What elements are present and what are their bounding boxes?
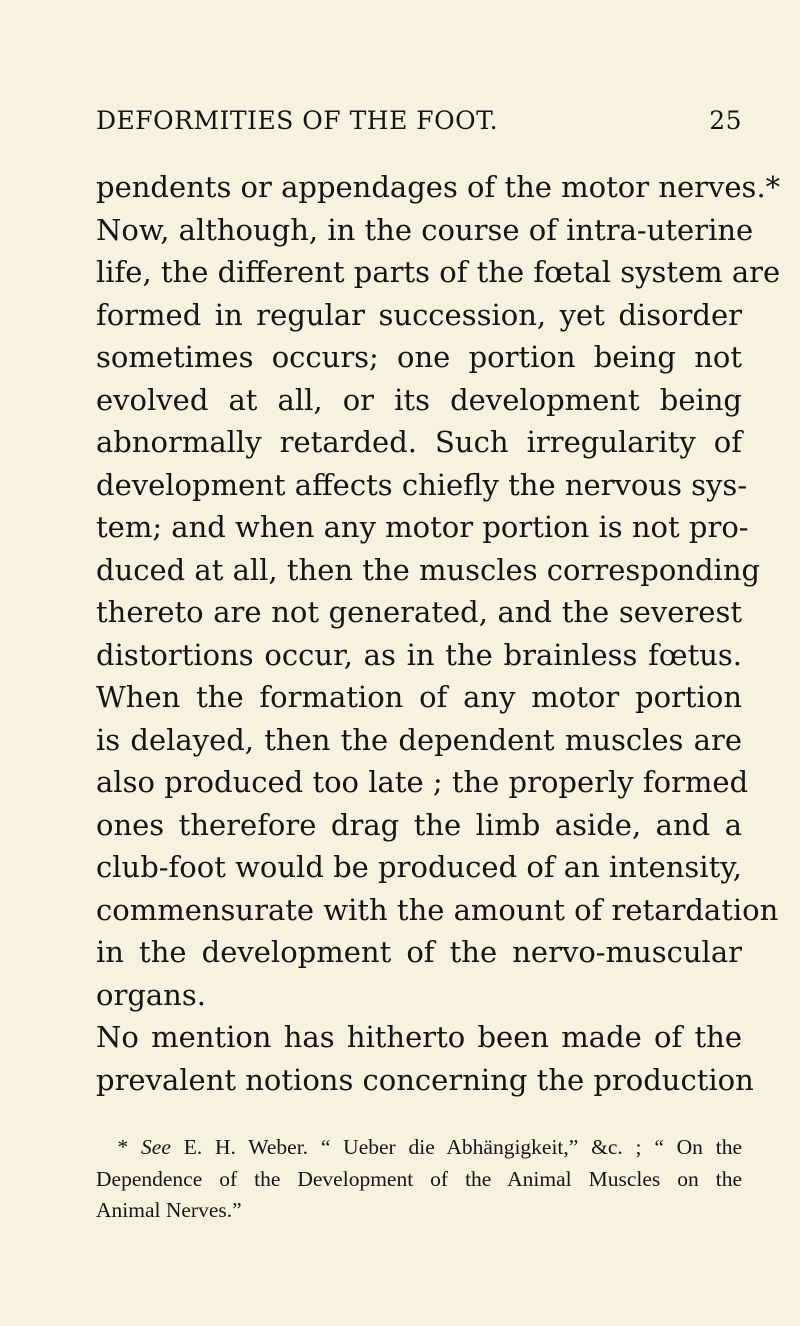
- footnote-line: [96, 1132, 742, 1164]
- footnote-see: See: [141, 1135, 171, 1159]
- footnote-line: Dependence of the Development of the Animal Muscles on the: [96, 1166, 742, 1191]
- text-line: in the development of the nervo-muscular: [96, 935, 742, 969]
- text-line: also produced too late ; the properly formed: [96, 765, 749, 799]
- text-line: abnormally retarded. Such irregularity of: [96, 425, 742, 459]
- text-line: Now, although, in the course of intra-uterine: [96, 212, 754, 247]
- text-line: tem; and when any motor portion is not pro-: [96, 510, 749, 544]
- body-text: [96, 166, 781, 1101]
- text-line: When the formation of any motor portion: [96, 680, 742, 714]
- text-line: is delayed, then the dependent muscles are: [96, 722, 742, 757]
- text-line: thereto are not generated, and the severest: [96, 595, 742, 629]
- text-line: duced at all, then the muscles corresponding: [96, 552, 761, 587]
- running-head: [96, 106, 742, 142]
- text-line: distortions occur, as in the brainless fœtus.: [96, 637, 742, 672]
- text-line: pendents or appendages of the motor nerves.*: [96, 170, 781, 204]
- text-line: club-foot would be produced of an intensity,: [96, 850, 742, 884]
- text-line: life, the different parts of the fœtal system are: [96, 255, 781, 289]
- text-line: evolved at all, or its development being: [96, 382, 742, 417]
- text-line: development affects chiefly the nervous sys-: [96, 467, 748, 502]
- text-line: formed in regular succession, yet disorder: [96, 297, 742, 332]
- text-line: organs.: [96, 977, 206, 1012]
- text-line: ones therefore drag the limb aside, and a: [96, 807, 742, 842]
- text-line: No mention has hitherto been made of the: [96, 1020, 742, 1054]
- footnote-citation: E. H. Weber. “ Ueber die Abhängigkeit,” &c. ; “ On the: [183, 1135, 742, 1159]
- text-line: sometimes occurs; one portion being not: [96, 340, 742, 374]
- footnote-marker: *: [117, 1135, 129, 1159]
- running-title: DEFORMITIES OF THE FOOT.: [96, 106, 499, 135]
- footnote: [96, 1132, 742, 1227]
- footnote-line: Animal Nerves.”: [96, 1198, 242, 1222]
- text-line: prevalent notions concerning the production: [96, 1062, 754, 1097]
- page-number: 25: [709, 106, 742, 135]
- text-line: commensurate with the amount of retardation: [96, 892, 779, 927]
